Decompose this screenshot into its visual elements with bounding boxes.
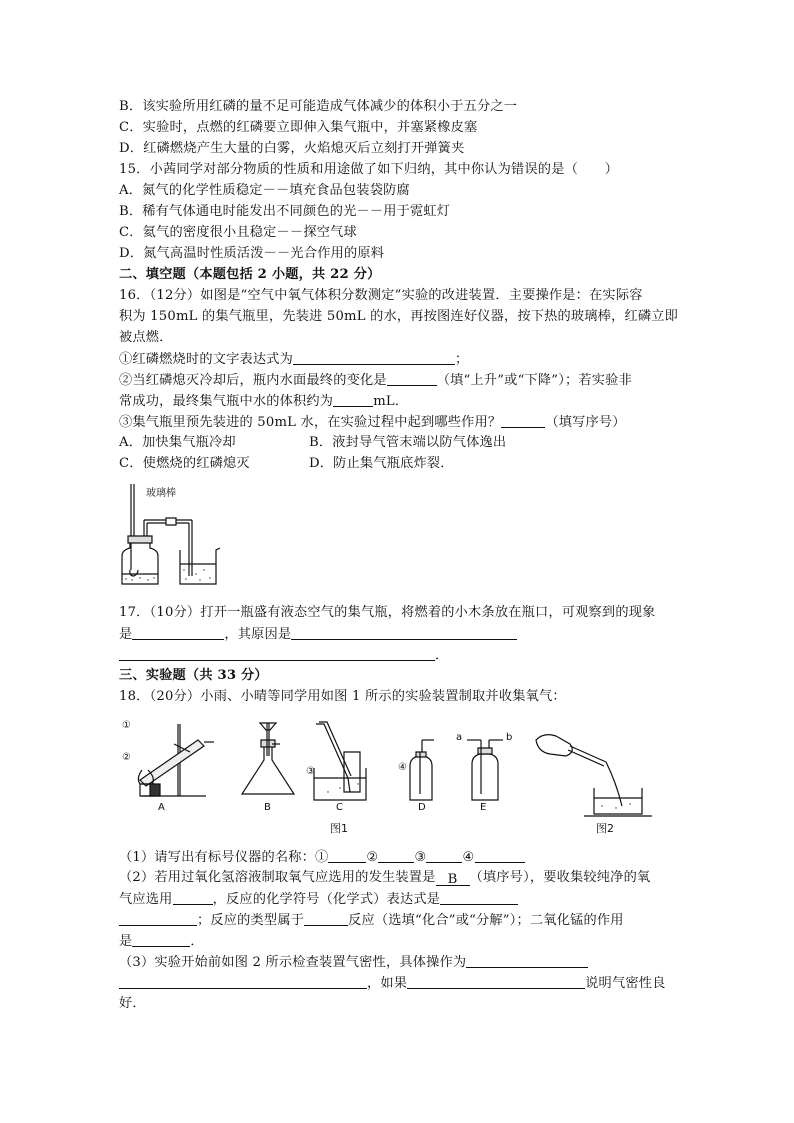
q16-sub-3: ③集气瓶里预先装进的 50mL 水，在实验过程中起到哪些作用？ （填写序号） [119,415,626,430]
q18-sub-3-line-2: ，如果 说明气密性良 [119,974,679,993]
port-b-label: b [506,732,513,743]
answer-blank[interactable] [378,848,414,863]
q15-stem: 15．小茜同学对部分物质的性质和用途做了如下归纳，其中你认为错误的是（ ） [119,162,619,177]
answer-blank[interactable] [119,974,367,989]
apparatus-label-d: D [418,802,426,813]
q16-sub-2-line-1: ②当红磷熄灭冷却后，瓶内水面最终的变化是 （填“上升”或“下降”）；若实验非 [119,373,632,388]
q18-apparatus-figure [118,718,678,840]
apparatus-label-e: E [480,802,487,813]
apparatus-label-c: C [336,802,343,813]
answer-blank[interactable] [475,848,525,863]
q16-stem-line-1: 16．（12分）如图是“空气中氧气体积分数测定”实验的改进装置．主要操作是：在实际容 [119,288,643,303]
answer-blank[interactable] [426,848,462,863]
answer-blank[interactable] [407,974,585,989]
apparatus-mark-4: ④ [398,762,407,773]
q18-sub-2-line-4: 是 ． [119,934,204,949]
answer-blank[interactable] [132,625,224,640]
apparatus-label-a: A [158,802,165,813]
q18-sub-2-line-3: ；反应的类型属于 反应（选填“化合”或“分解”）；二氧化锰的作用 [119,911,679,930]
answer-blank[interactable] [333,392,373,407]
answer-blank[interactable] [293,350,455,365]
q14-option-b: B．该实验所用红磷的量不足可能造成气体减少的体积小于五分之一 [119,99,518,114]
apparatus-mark-1: ① [122,720,131,731]
q16-options-row-1: A．加快集气瓶冷却 B．液封导气管末端以防气体逸出 [119,435,507,450]
q14-option-c: C．实验时，点燃的红磷要立即伸入集气瓶中，并塞紧橡皮塞 [119,120,478,135]
port-a-label: a [456,732,463,743]
q15-option-a: A．氮气的化学性质稳定－－填充食品包装袋防腐 [119,183,410,198]
q18-apparatus-drawing [118,718,678,840]
q17-line-2: 是 ，其原因是 [119,625,679,644]
q16-sub-1: ①红磷燃烧时的文字表达式为 ； [119,352,469,367]
apparatus-mark-2: ② [122,752,131,763]
answer-blank[interactable] [119,911,197,926]
q18-stem: 18．（20分）小雨、小晴等同学用如图 1 所示的实验装置制取并收集氧气： [119,689,566,704]
q16-stem-line-2: 积为 150mL 的集气瓶里，先装进 50mL 的水，再按图连好仪器，按下热的玻璃棒，红磷立即 [119,309,679,324]
apparatus-label-b: B [264,802,271,813]
figure-2-caption: 图2 [596,822,614,835]
q15-option-d: D．氮气高温时性质活泼－－光合作用的原料 [119,246,385,261]
answer-blank[interactable] [466,953,588,968]
section-3-title: 三、实验题（共 33 分） [119,668,268,683]
q15-option-c: C．氦气的密度很小且稳定－－探空气球 [119,225,357,240]
q15-option-b: B．稀有气体通电时能发出不同颜色的光－－用于霓虹灯 [119,204,451,219]
q18-sub-3-line-1: （3）实验开始前如图 2 所示检查装置气密性，具体操作为 [119,953,679,972]
answer-filled-b[interactable]: B [436,871,470,886]
answer-blank[interactable] [328,848,366,863]
answer-blank[interactable] [501,413,545,428]
apparatus-mark-3: ③ [306,766,315,777]
q18-sub-1: （1）请写出有标号仪器的名称：① ② ③ ④ [119,848,679,867]
q18-sub-2-line-2: 气应选用 ，反应的化学符号（化学式）表达式是 [119,890,679,909]
section-2-title: 二、填空题（本题包括 2 小题，共 22 分） [119,267,381,282]
answer-blank[interactable] [119,646,435,661]
q14-option-d: D．红磷燃烧产生大量的白雾，火焰熄灭后立刻打开弹簧夹 [119,141,465,156]
answer-blank[interactable] [440,890,518,905]
q18-sub-2-line-1: （2）若用过氧化氢溶液制取氧气应选用的发生装置是 B （填序号），要收集较纯净的氧 [119,870,651,887]
q16-sub-2-line-2: 常成功，最终集气瓶中水的体积约为 mL． [119,394,409,409]
glass-rod-label: 玻璃棒 [146,488,176,499]
answer-blank[interactable] [173,890,213,905]
answer-blank[interactable] [132,932,190,947]
answer-blank[interactable] [387,371,437,386]
q17-line-3: ． [119,646,679,665]
answer-blank[interactable] [291,625,517,640]
answer-blank[interactable] [304,911,348,926]
q16-options-row-2: C．使燃烧的红磷熄灭 D．防止集气瓶底炸裂． [119,456,454,471]
q16-apparatus-figure [116,478,228,590]
figure-1-caption: 图1 [330,822,348,835]
q16-stem-line-3: 被点燃． [119,330,173,345]
q17-line-1: 17．（10分）打开一瓶盛有液态空气的集气瓶，将燃着的小木条放在瓶口，可观察到的现象 [119,605,656,620]
q18-sub-3-line-3: 好． [119,996,146,1011]
